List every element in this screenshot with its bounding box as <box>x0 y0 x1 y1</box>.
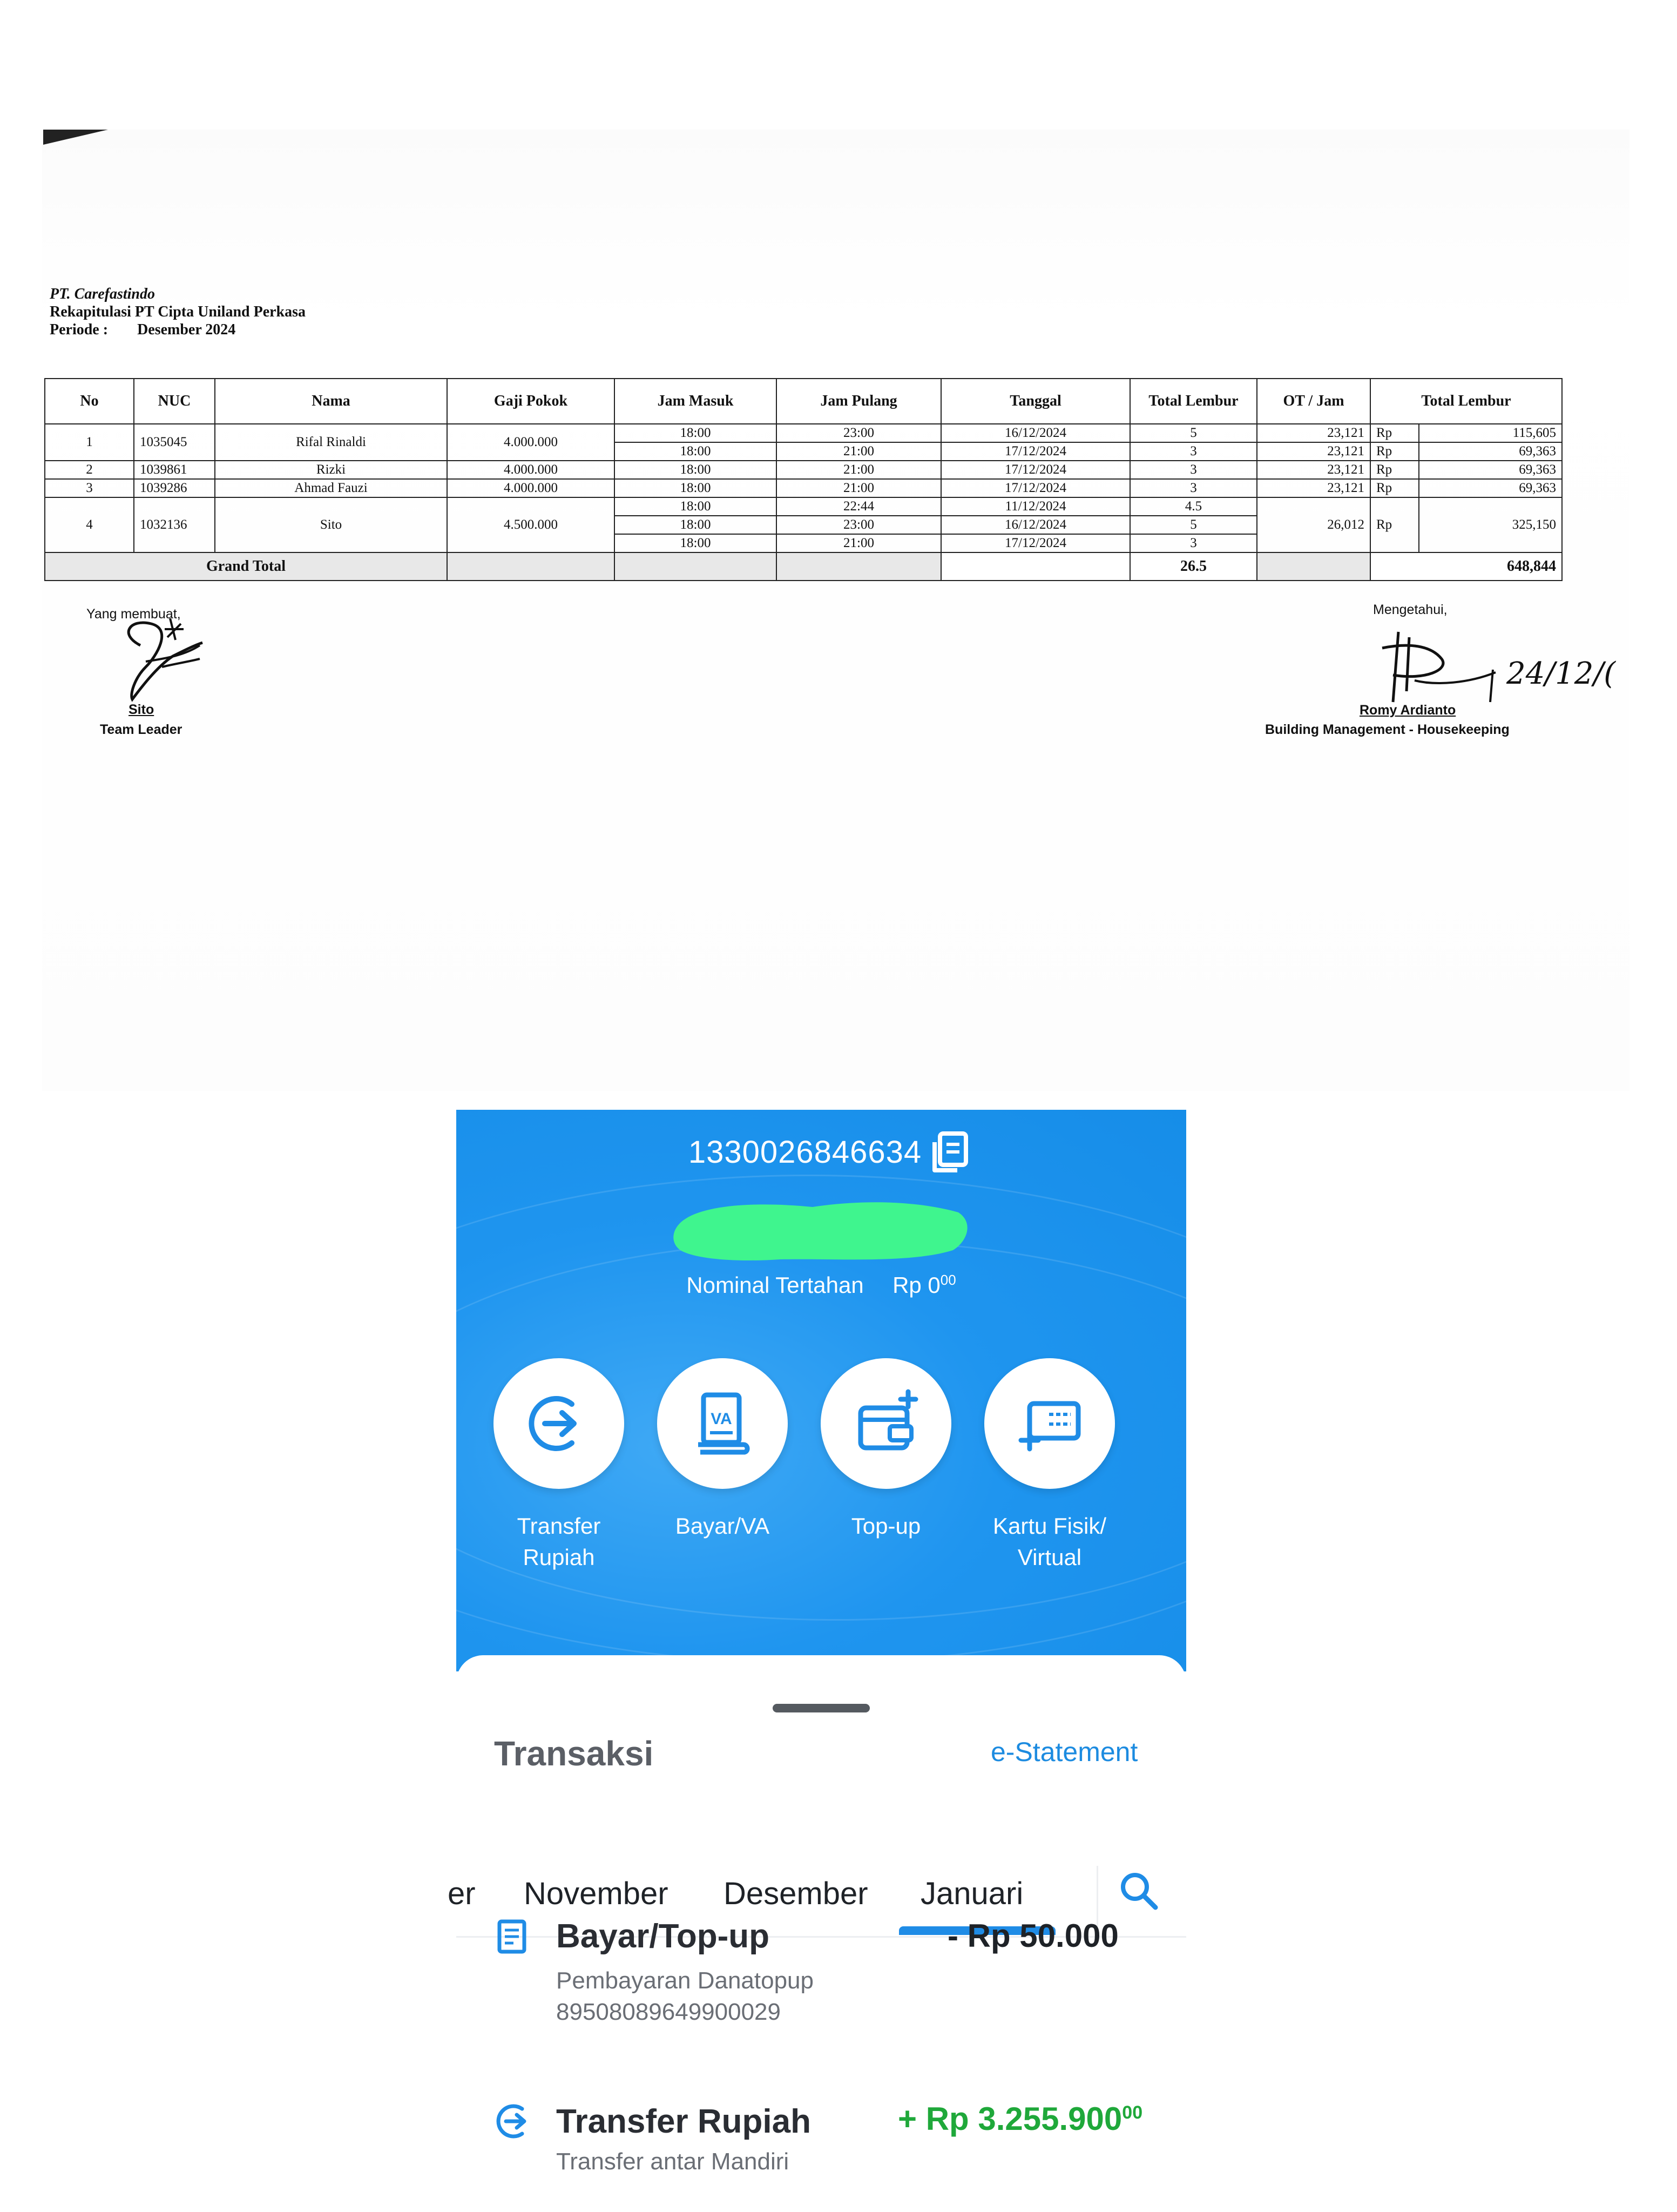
maker-name: Sito <box>129 702 154 717</box>
cell-lembur-hours: 3 <box>1130 534 1257 552</box>
cell-jam-masuk: 18:00 <box>614 461 776 479</box>
cell-total-amount: 115,605 <box>1419 424 1562 442</box>
cell-gaji-pokok: 4.000.000 <box>447 479 614 497</box>
action-label: Transfer Rupiah <box>517 1513 601 1570</box>
approver-signature <box>1361 621 1523 707</box>
cell-no: 2 <box>45 461 134 479</box>
cell-total-amount: 325,150 <box>1419 497 1562 552</box>
grand-total-label: Grand Total <box>45 552 447 581</box>
redacted-balance <box>672 1199 975 1264</box>
maker-label: Yang membuat, <box>86 606 181 622</box>
col-header-gaji-pokok: Gaji Pokok <box>447 379 614 424</box>
grand-total-empty-cell <box>1257 552 1370 581</box>
cell-lembur-hours: 3 <box>1130 442 1257 461</box>
tab-november[interactable]: November <box>524 1876 668 1911</box>
cell-jam-pulang: 21:00 <box>776 479 941 497</box>
cell-lembur-hours: 3 <box>1130 461 1257 479</box>
tab-desember[interactable]: Desember <box>723 1876 868 1911</box>
cell-currency: Rp <box>1370 497 1419 552</box>
cell-ot-per-jam: 23,121 <box>1257 479 1370 497</box>
cell-ot-per-jam: 26,012 <box>1257 497 1370 552</box>
cell-jam-pulang: 21:00 <box>776 534 941 552</box>
kartu-fisik-virtual-button[interactable] <box>971 1358 1128 1573</box>
cell-gaji-pokok: 4.500.000 <box>447 497 614 552</box>
search-icon[interactable] <box>1118 1870 1161 1913</box>
col-header-tanggal: Tanggal <box>941 379 1130 424</box>
transfer-icon <box>494 2102 532 2140</box>
cell-nuc: 1032136 <box>134 497 215 552</box>
va-icon <box>687 1388 758 1459</box>
transfer-rupiah-button[interactable] <box>481 1358 637 1573</box>
tab-januari[interactable]: Januari <box>921 1876 1024 1911</box>
cell-total-amount: 69,363 <box>1419 479 1562 497</box>
wallet-plus-icon <box>851 1388 921 1459</box>
approver-name: Romy Ardianto <box>1360 703 1456 718</box>
col-header-nuc: NUC <box>134 379 215 424</box>
cell-ot-per-jam: 23,121 <box>1257 424 1370 442</box>
cell-currency: Rp <box>1370 479 1419 497</box>
cell-nuc: 1035045 <box>134 424 215 461</box>
action-label: Bayar/VA <box>675 1513 770 1539</box>
bayar-va-button[interactable] <box>644 1358 801 1542</box>
transfer-icon <box>526 1391 591 1456</box>
approver-label: Mengetahui, <box>1373 602 1448 617</box>
grand-total-empty-cell <box>941 552 1130 581</box>
overtime-recap-table <box>44 378 1563 581</box>
cell-jam-masuk: 18:00 <box>614 516 776 534</box>
grand-total-amount: 648,844 <box>1370 552 1562 581</box>
cell-jam-masuk: 18:00 <box>614 424 776 442</box>
cell-nama: Rifal Rinaldi <box>215 424 447 461</box>
maker-role: Team Leader <box>100 722 182 737</box>
receipt-icon <box>494 1918 532 1956</box>
account-number: 1330026846634 <box>688 1135 922 1170</box>
grand-total-empty-cell <box>776 552 941 581</box>
action-circle[interactable] <box>657 1358 788 1489</box>
scan-corner-mark <box>43 130 108 145</box>
held-label: Nominal Tertahan <box>686 1272 864 1298</box>
col-header-ot-per-jam: OT / Jam <box>1257 379 1370 424</box>
cell-tanggal: 17/12/2024 <box>941 479 1130 497</box>
cell-jam-pulang: 21:00 <box>776 442 941 461</box>
cell-tanggal: 16/12/2024 <box>941 516 1130 534</box>
grand-total-row <box>45 552 1562 581</box>
cell-jam-pulang: 22:44 <box>776 497 941 516</box>
cell-tanggal: 17/12/2024 <box>941 442 1130 461</box>
table-row <box>45 461 1562 479</box>
table-header-row <box>45 379 1562 424</box>
cell-no: 3 <box>45 479 134 497</box>
col-header-total-lembur-hours: Total Lembur <box>1130 379 1257 424</box>
period-line <box>50 321 306 339</box>
handwritten-date: 24/12/( <box>1506 656 1616 691</box>
cell-jam-pulang: 23:00 <box>776 516 941 534</box>
transaction-amount: + Rp 3.255.900$^{00}$ <box>898 2101 1143 2137</box>
card-icon <box>1015 1388 1085 1459</box>
transaction-amount: - Rp 50.000 <box>948 1918 1119 1954</box>
cell-total-amount: 69,363 <box>1419 461 1562 479</box>
maker-signature <box>108 613 216 713</box>
table-row <box>45 424 1562 442</box>
cell-gaji-pokok: 4.000.000 <box>447 461 614 479</box>
action-label: Top-up <box>851 1513 921 1539</box>
cell-jam-masuk: 18:00 <box>614 497 776 516</box>
grand-total-empty-cell <box>447 552 614 581</box>
held-value: Rp 0 <box>892 1272 941 1298</box>
table-row <box>45 497 1562 516</box>
grand-total-empty-cell <box>614 552 776 581</box>
account-card <box>456 1110 1186 1671</box>
cell-jam-pulang: 21:00 <box>776 461 941 479</box>
table-row <box>45 479 1562 497</box>
list-item[interactable] <box>456 2087 1186 2175</box>
transactions-title: Transaksi <box>494 1734 654 1773</box>
list-item[interactable] <box>456 1917 1186 2041</box>
cell-ot-per-jam: 23,121 <box>1257 461 1370 479</box>
cell-currency: Rp <box>1370 442 1419 461</box>
action-circle[interactable] <box>821 1358 951 1489</box>
action-circle[interactable] <box>984 1358 1115 1489</box>
cell-nama: Ahmad Fauzi <box>215 479 447 497</box>
col-header-no: No <box>45 379 134 424</box>
cell-nuc: 1039861 <box>134 461 215 479</box>
cell-nama: Rizki <box>215 461 447 479</box>
cell-total-amount: 69,363 <box>1419 442 1562 461</box>
grand-total-hours: 26.5 <box>1130 552 1257 581</box>
cell-lembur-hours: 4.5 <box>1130 497 1257 516</box>
held-amount <box>456 1272 1186 1298</box>
cell-lembur-hours: 3 <box>1130 479 1257 497</box>
cell-currency: Rp <box>1370 461 1419 479</box>
cell-tanggal: 17/12/2024 <box>941 461 1130 479</box>
document-header <box>50 285 306 339</box>
action-circle[interactable] <box>493 1358 624 1489</box>
col-header-jam-pulang: Jam Pulang <box>776 379 941 424</box>
e-statement-link[interactable]: e-Statement <box>991 1737 1138 1767</box>
cell-tanggal: 11/12/2024 <box>941 497 1130 516</box>
mobile-banking-screenshot <box>448 1110 1186 2175</box>
cell-lembur-hours: 5 <box>1130 424 1257 442</box>
cell-ot-per-jam: 23,121 <box>1257 442 1370 461</box>
cell-no: 1 <box>45 424 134 461</box>
transaction-description: Pembayaran Danatopup <box>556 1967 814 1994</box>
amount-decimals: 00 <box>1122 2102 1143 2123</box>
action-label: Kartu Fisik/ Virtual <box>992 1513 1107 1570</box>
col-header-jam-masuk: Jam Masuk <box>614 379 776 424</box>
transaction-title: Bayar/Top-up <box>556 1918 769 1955</box>
top-up-button[interactable] <box>808 1358 964 1542</box>
transaction-description: Transfer antar Mandiri <box>556 2148 789 2175</box>
period-label: Periode : <box>50 321 109 338</box>
transaction-title: Transfer Rupiah <box>556 2103 811 2140</box>
company-name: PT. Carefastindo <box>50 286 155 302</box>
sheet-drag-handle[interactable] <box>773 1704 870 1712</box>
recap-title: Rekapitulasi PT Cipta Uniland Perkasa <box>50 304 306 320</box>
tab-oktober[interactable]: er <box>448 1876 476 1911</box>
cell-nama: Sito <box>215 497 447 552</box>
cell-jam-masuk: 18:00 <box>614 442 776 461</box>
cell-jam-pulang: 23:00 <box>776 424 941 442</box>
held-decimals: 00 <box>940 1272 956 1288</box>
col-header-nama: Nama <box>215 379 447 424</box>
cell-jam-masuk: 18:00 <box>614 534 776 552</box>
cell-tanggal: 17/12/2024 <box>941 534 1130 552</box>
cell-lembur-hours: 5 <box>1130 516 1257 534</box>
cell-tanggal: 16/12/2024 <box>941 424 1130 442</box>
cell-gaji-pokok: 4.000.000 <box>447 424 614 461</box>
cell-no: 4 <box>45 497 134 552</box>
cell-nuc: 1039286 <box>134 479 215 497</box>
transaction-reference: 89508089649900029 <box>556 1999 781 2025</box>
col-header-total-lembur-amount: Total Lembur <box>1370 379 1562 424</box>
cell-jam-masuk: 18:00 <box>614 479 776 497</box>
copy-icon[interactable] <box>927 1130 970 1176</box>
svg-text:VA: VA <box>711 1410 732 1428</box>
cell-currency: Rp <box>1370 424 1419 442</box>
period-value: Desember 2024 <box>137 321 236 338</box>
approver-role: Building Management - Housekeeping <box>1265 722 1510 737</box>
